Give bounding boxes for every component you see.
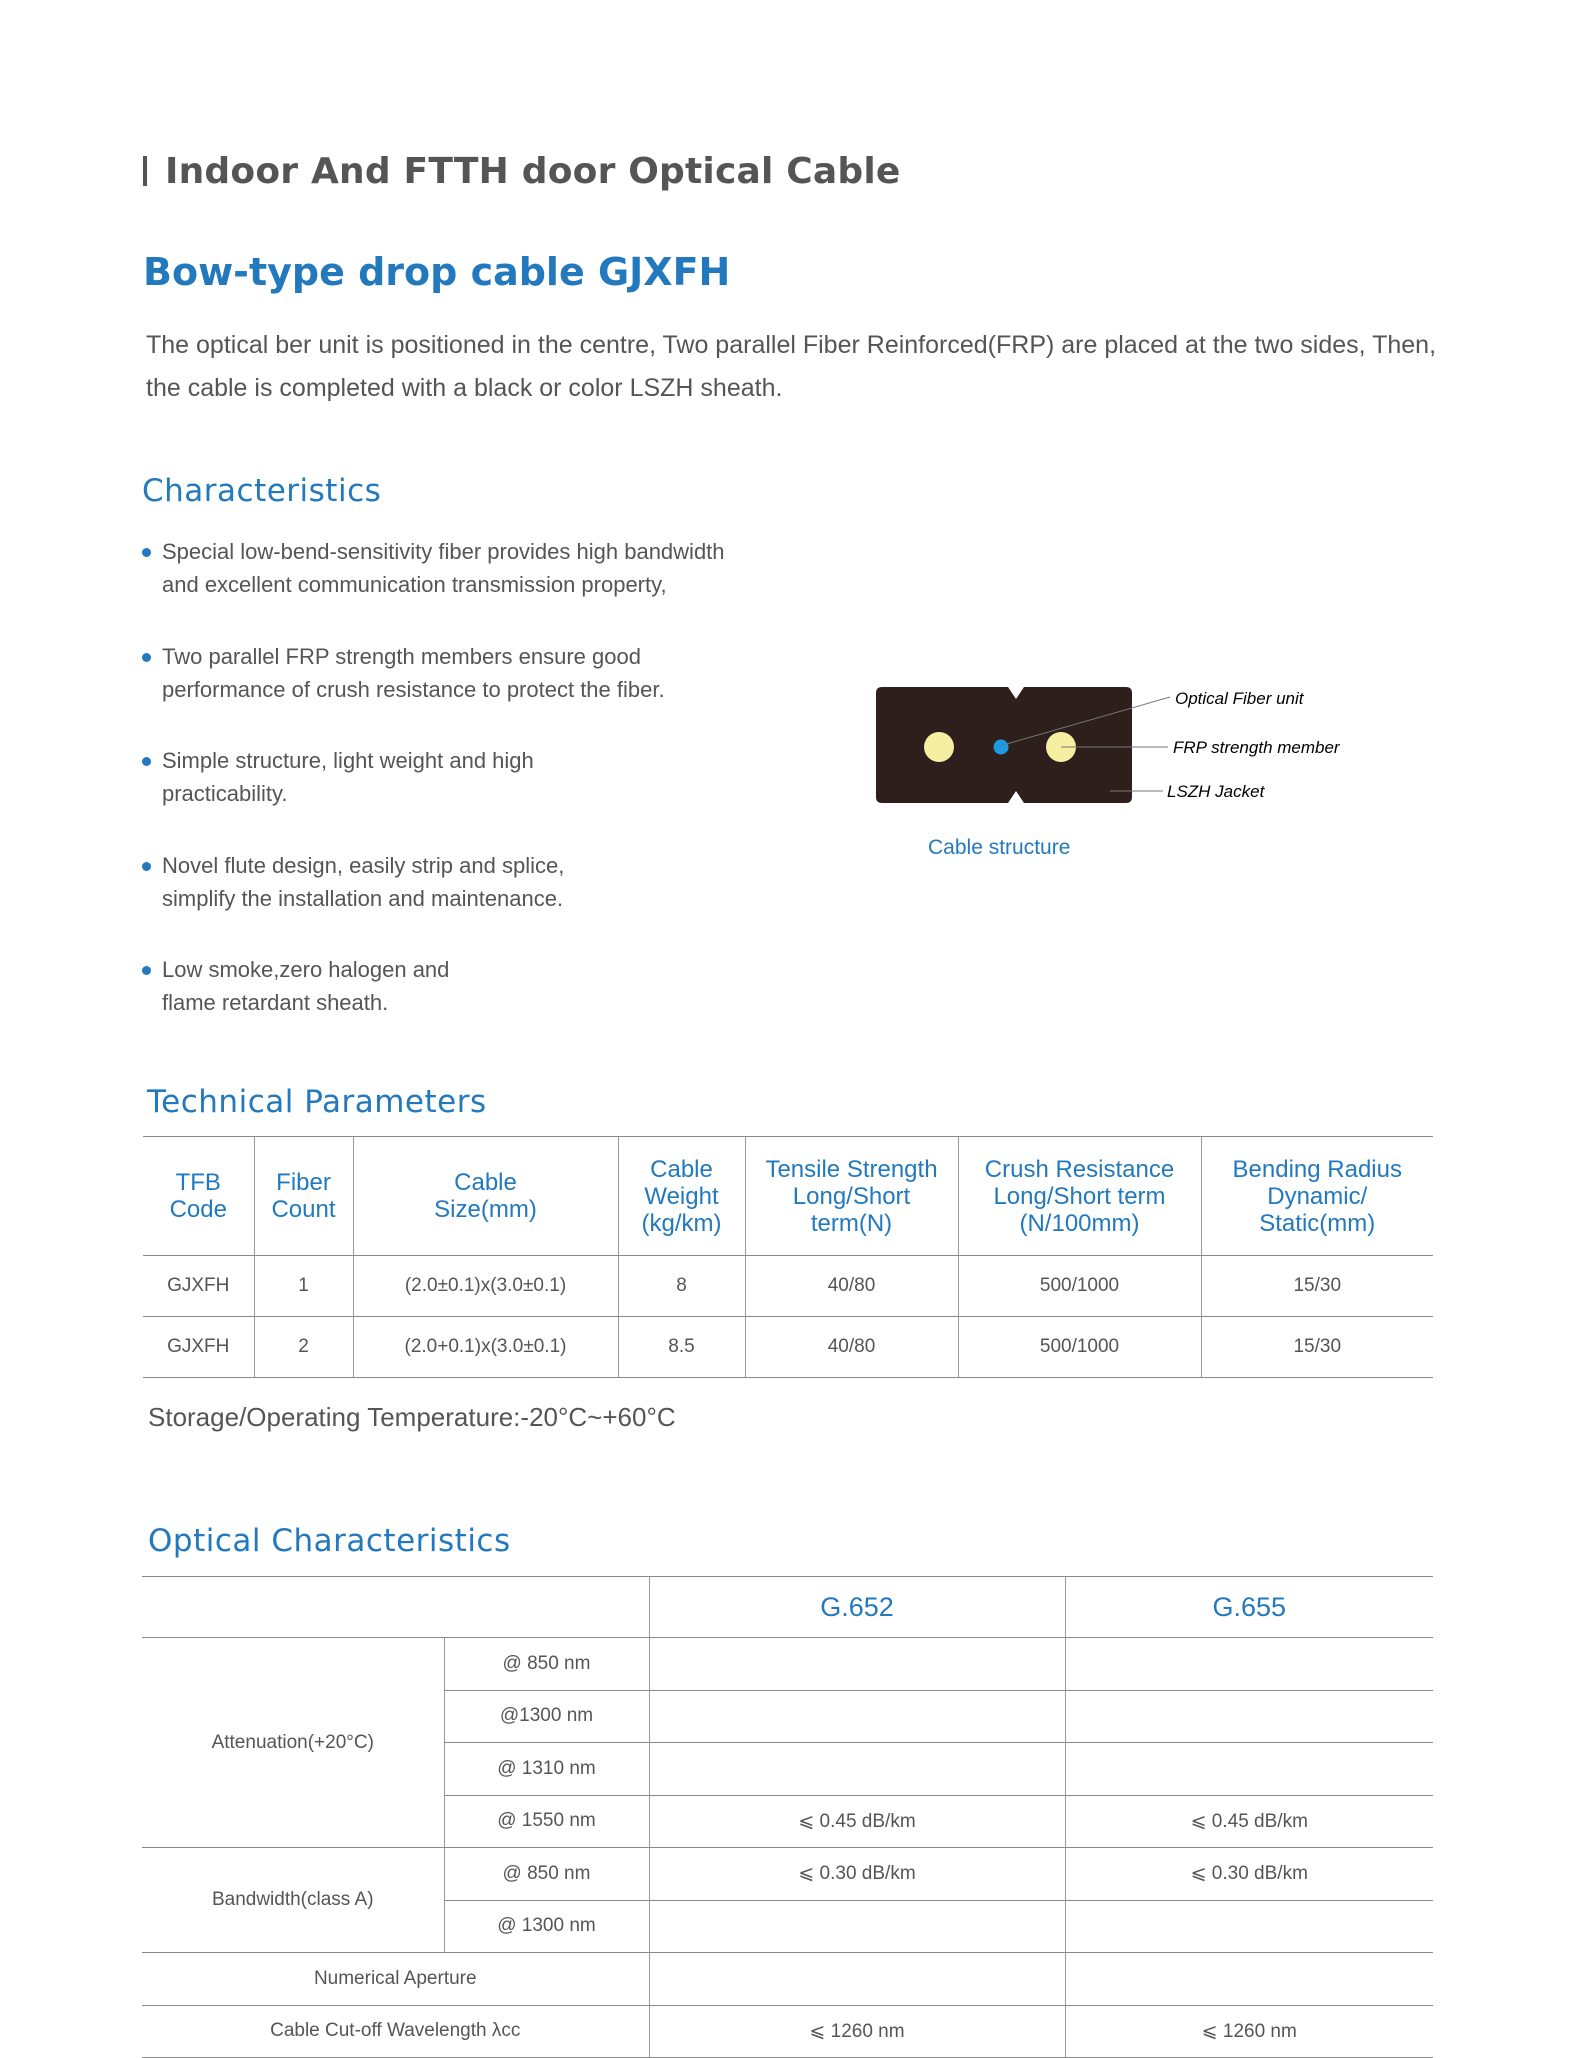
bullet-icon [142,966,151,975]
table-row: Cable Cut-off Wavelength λcc ⩽ 1260 nm ⩽ 1260 nm [142,2005,1433,2058]
table-row: @ 1300 nm [142,1900,1433,1953]
table-header-row [142,1577,1433,1638]
frp-label: FRP strength member [1173,738,1340,757]
table-row: @ 1310 nm [142,1743,1433,1796]
section-bar-mark [143,156,147,186]
table-header-row [143,1137,1433,1256]
header-bending-radius: Bending Radius Dynamic/ Static(mm) [1201,1137,1433,1256]
bandwidth-label: Bandwidth(class A) [142,1848,444,1953]
numerical-aperture-label: Numerical Aperture [142,1953,649,2006]
product-title: Bow-type drop cable GJXFH [143,250,731,294]
section-title: Indoor And FTTH door Optical Cable [165,150,901,192]
table-row [142,1953,1433,2006]
list-item: Special low-bend-sensitivity fiber provides high bandwidth and excellent communication transmission property, [140,535,780,606]
bullet-icon [142,548,151,557]
header-tfb-code: TFB Code [143,1137,254,1256]
fiber-unit-label: Optical Fiber unit [1175,689,1304,708]
diagram-caption: Cable structure [928,836,1071,859]
optical-table [142,1576,1433,2058]
characteristics-heading: Characteristics [142,473,382,509]
header-fiber-count: Fiber Count [254,1137,353,1256]
technical-table [143,1136,1433,1378]
fiber-unit [994,740,1009,755]
header-g655: G.655 [1065,1577,1433,1638]
header-cable-size: Cable Size(mm) [353,1137,618,1256]
product-description: The optical ber unit is positioned in the centre, Two parallel Fiber Reinforced(FRP) are placed at the two sides, Then, the cable is completed with a black or color LSZH sheath. [146,331,1437,402]
table-row: GJXFH 2 (2.0+0.1)x(3.0±0.1) 8.5 40/80 500/1000 15/30 [143,1317,1433,1378]
characteristics-list [140,535,780,1058]
attenuation-label: Attenuation(+20°C) [142,1638,444,1848]
frp-left [924,732,954,762]
table-row: Bandwidth(class A) @ 850 nm ⩽ 0.30 dB/km ⩽ 0.30 dB/km [142,1848,1433,1901]
table-row: @1300 nm [142,1690,1433,1743]
jacket-label: LSZH Jacket [1167,782,1265,801]
table-row: @ 1550 nm ⩽ 0.45 dB/km ⩽ 0.45 dB/km [142,1795,1433,1848]
table-row: Attenuation(+20°C) @ 850 nm [142,1638,1433,1691]
list-item: Simple structure, light weight and high practicability. [140,744,780,815]
bullet-icon [142,653,151,662]
table-row: GJXFH 1 (2.0±0.1)x(3.0±0.1) 8 40/80 500/1000 15/30 [143,1256,1433,1317]
header-blank [142,1577,649,1638]
optical-heading: Optical Characteristics [148,1523,511,1559]
storage-temperature: Storage/Operating Temperature:-20°C~+60°C [148,1402,676,1432]
header-g652: G.652 [649,1577,1065,1638]
list-item: Two parallel FRP strength members ensure good performance of crush resistance to protect the fiber. [140,640,780,711]
list-item: Low smoke,zero halogen and flame retardant sheath. [140,953,780,1024]
bullet-icon [142,862,151,871]
header-cable-weight: Cable Weight (kg/km) [618,1137,745,1256]
header-tensile-strength: Tensile Strength Long/Short term(N) [745,1137,958,1256]
technical-heading: Technical Parameters [147,1084,487,1120]
header-crush-resistance: Crush Resistance Long/Short term (N/100mm) [958,1137,1201,1256]
bullet-icon [142,757,151,766]
list-item: Novel flute design, easily strip and splice, simplify the installation and maintenance. [140,849,780,920]
section-header [143,152,901,190]
cutoff-wavelength-label: Cable Cut-off Wavelength λcc [142,2005,649,2058]
